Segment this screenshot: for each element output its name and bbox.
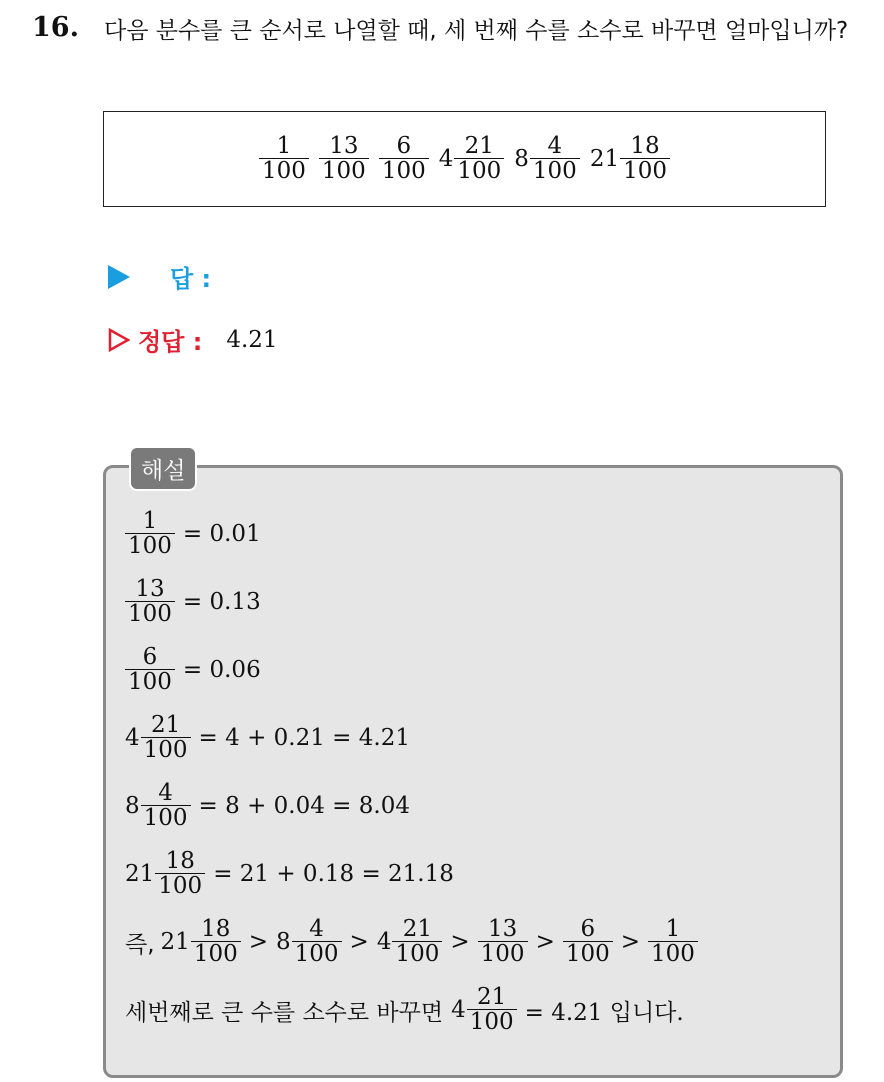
explanation-line [125, 840, 698, 908]
explanation-line [125, 568, 698, 636]
fraction-whole: 8 [514, 145, 529, 172]
fraction-item [590, 134, 670, 185]
equation-text: = 4 + 0.21 = 4.21 [198, 725, 410, 751]
explanation-line [125, 500, 698, 568]
correct-answer-label: 정답 : [138, 328, 203, 356]
correct-answer-row [108, 322, 278, 357]
fraction-denominator: 100 [191, 941, 241, 968]
fraction-numerator: 1 [142, 507, 158, 534]
fraction-whole: 8 [276, 929, 291, 955]
fraction-denominator: 100 [125, 601, 175, 628]
fraction-numerator: 4 [547, 132, 563, 159]
fraction-numerator: 13 [487, 915, 518, 942]
fraction-whole: 4 [451, 997, 466, 1023]
equation-text: = 0.06 [182, 657, 261, 683]
fraction-numerator: 1 [665, 915, 681, 942]
fraction-item [379, 134, 429, 185]
fraction-whole: 4 [376, 929, 392, 955]
fraction-denominator: 100 [648, 941, 698, 968]
fraction-numerator: 21 [150, 711, 181, 738]
greater-than: > [248, 929, 268, 955]
explanation-tag: 해설 [129, 446, 197, 491]
fraction-whole: 8 [125, 793, 140, 819]
fraction-denominator: 100 [454, 158, 504, 185]
fraction-denominator: 100 [392, 941, 442, 968]
fraction-item [439, 134, 505, 185]
answer-row [108, 259, 211, 294]
fraction-denominator: 100 [125, 533, 175, 560]
fraction-item [259, 134, 309, 185]
equation-text: = 0.13 [182, 589, 261, 615]
explanation-line [125, 772, 698, 840]
greater-than: > [535, 929, 555, 955]
fraction-numerator: 21 [477, 983, 507, 1010]
fraction-numerator: 21 [464, 132, 494, 159]
answer-label: 답 : [170, 265, 212, 293]
fraction-denominator: 100 [379, 158, 429, 185]
fraction-denominator: 100 [319, 158, 369, 185]
fraction-whole: 21 [589, 145, 620, 172]
equation-text: = 21 + 0.18 = 21.18 [213, 861, 454, 887]
equation-text: = 8 + 0.04 = 8.04 [198, 793, 410, 819]
fraction-denominator: 100 [530, 158, 580, 185]
fraction-denominator: 100 [141, 805, 191, 832]
fraction-item [514, 134, 580, 185]
fraction-numerator: 4 [309, 915, 324, 942]
fraction-list [259, 134, 670, 185]
fraction-whole: 21 [125, 861, 155, 887]
fraction-numerator: 21 [402, 915, 433, 942]
fraction-whole: 4 [125, 725, 140, 751]
final-prefix: 세번째로 큰 수를 소수로 바꾸면 [125, 999, 444, 1026]
greater-than: > [349, 929, 369, 955]
fraction-numerator: 13 [135, 575, 165, 602]
fraction-denominator: 100 [292, 941, 342, 968]
fraction-numerator: 18 [165, 847, 195, 874]
fraction-list-box [103, 111, 826, 207]
question-text: 다음 분수를 큰 순서로 나열할 때, 세 번째 수를 소수로 바꾸면 얼마입니까? [104, 18, 849, 44]
fraction-numerator: 18 [201, 915, 231, 942]
fraction-whole: 4 [438, 145, 454, 172]
correct-answer-value: 4.21 [226, 326, 278, 353]
final-suffix: = 4.21 입니다. [524, 999, 684, 1026]
fraction-denominator: 100 [620, 158, 670, 185]
fraction-denominator: 100 [259, 158, 309, 185]
fraction-whole: 21 [160, 929, 190, 955]
fraction-denominator: 100 [467, 1009, 517, 1036]
fraction-numerator: 13 [329, 132, 359, 159]
fraction-numerator: 6 [396, 132, 412, 159]
greater-than: > [450, 929, 470, 955]
outline-triangle-icon [108, 328, 130, 352]
fraction-numerator: 1 [276, 132, 292, 159]
equation-text: = 0.01 [182, 521, 261, 547]
fraction-denominator: 100 [563, 941, 613, 968]
greater-than: > [620, 929, 641, 955]
question-number: 16. [32, 12, 79, 43]
play-triangle-icon [108, 265, 130, 289]
fraction-numerator: 4 [158, 779, 173, 806]
fraction-item [319, 134, 369, 185]
fraction-denominator: 100 [478, 941, 528, 968]
fraction-denominator: 100 [141, 737, 191, 764]
fraction-numerator: 6 [142, 643, 158, 670]
explanation-content [125, 500, 698, 1044]
fraction-numerator: 18 [630, 132, 660, 159]
order-prefix: 즉, [125, 931, 155, 958]
fraction-denominator: 100 [155, 873, 205, 900]
explanation-line [125, 636, 698, 704]
fraction-numerator: 6 [580, 915, 596, 942]
explanation-line [125, 704, 698, 772]
final-line [125, 976, 698, 1044]
fraction-denominator: 100 [125, 669, 175, 696]
order-line [125, 908, 698, 976]
